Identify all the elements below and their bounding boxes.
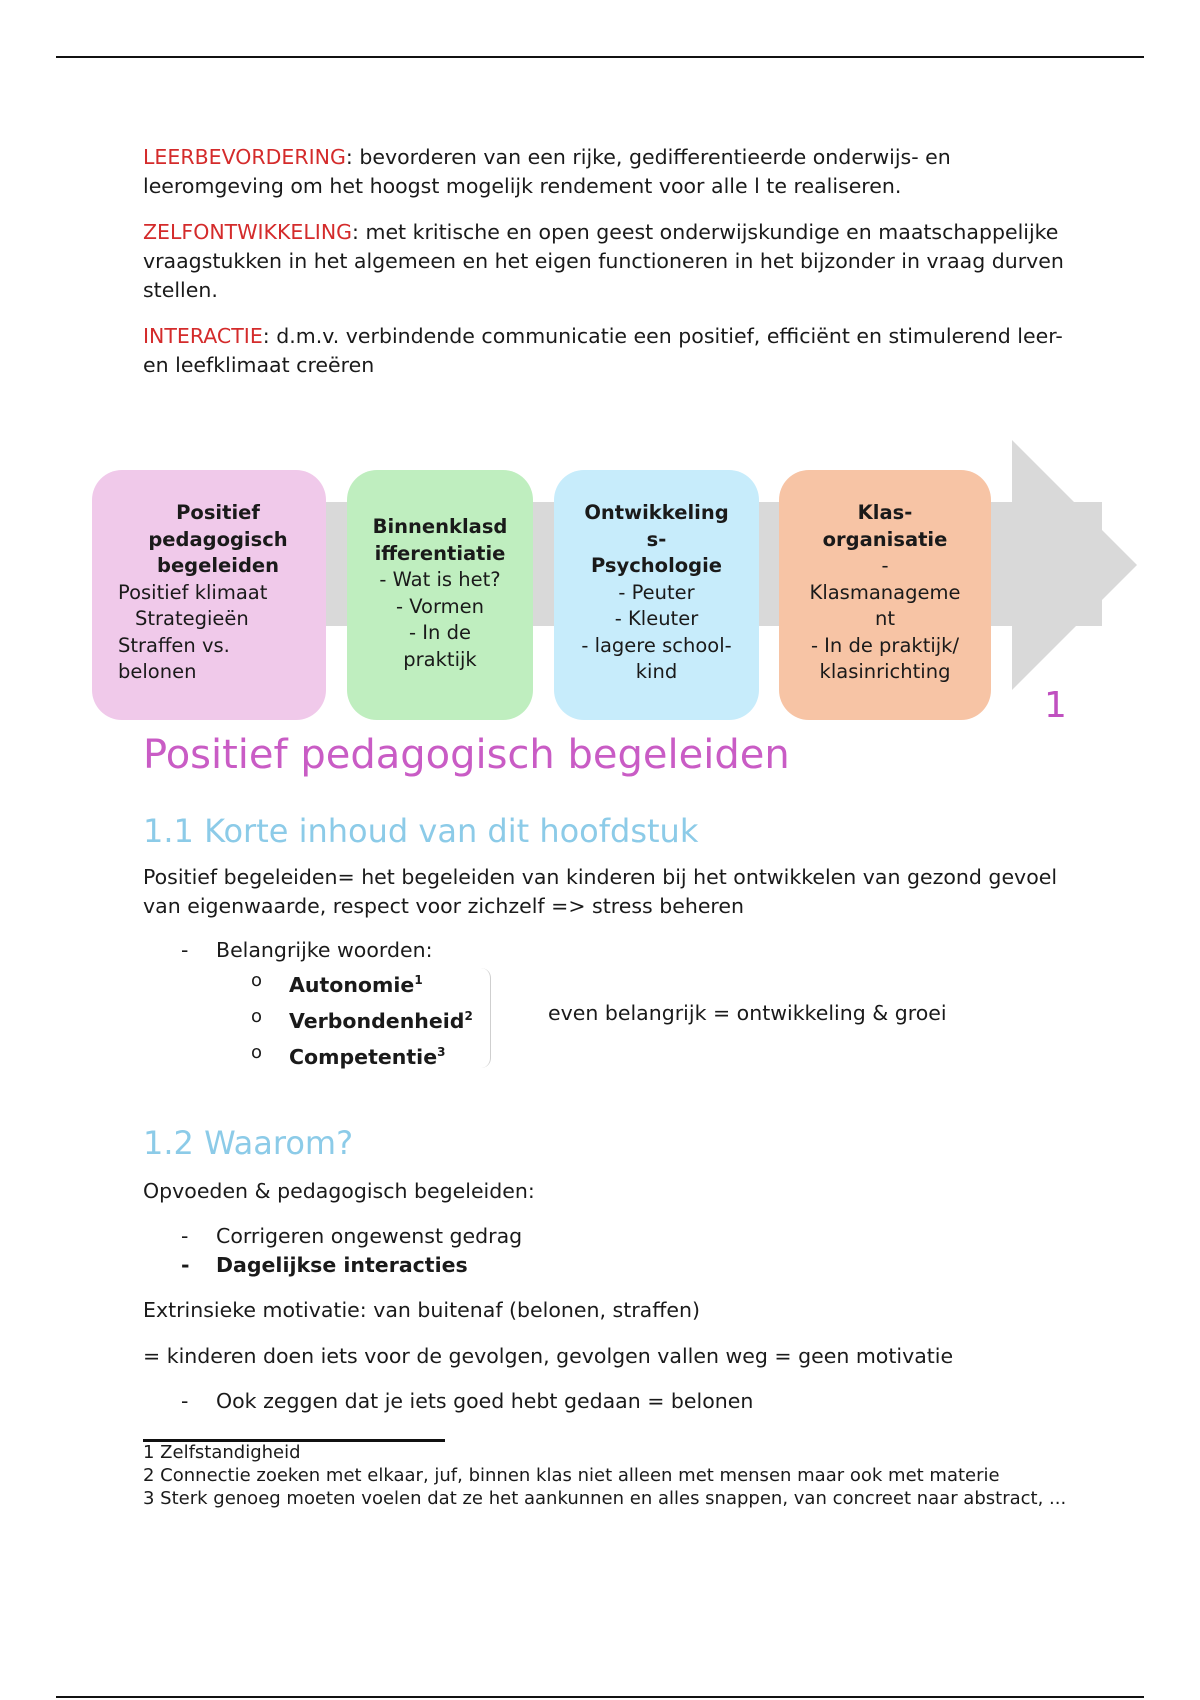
step-box-klasorganisatie bbox=[779, 470, 991, 720]
section-heading-1-1: 1.1 Korte inhoud van dit hoofdstuk bbox=[143, 812, 699, 850]
list-item: - Ook zeggen dat je iets goed hebt gedaan = belonen bbox=[143, 1387, 1073, 1416]
process-diagram bbox=[92, 440, 1142, 725]
section-heading-1-2: 1.2 Waarom? bbox=[143, 1124, 354, 1162]
step-title: Klas- organisatie bbox=[822, 501, 948, 551]
step-items: - Wat is het? - Vormen - In de praktijk bbox=[379, 568, 501, 671]
keyword: ZELFONTWIKKELING bbox=[143, 220, 353, 244]
footnote-1: 1 Zelfstandigheid bbox=[143, 1442, 301, 1463]
step-title: Ontwikkeling s- Psychologie bbox=[584, 501, 729, 577]
step-items: - Peuter - Kleuter - lagere school- kind bbox=[581, 580, 732, 683]
definition-zelfontwikkeling: ZELFONTWIKKELING: met kritische en open geest onderwijskundige en maatschappelijke vraagstukken in het algemeen en het eigen functioneren in het bijzonder in vraag durven stellen. bbox=[143, 220, 1064, 302]
footnote-2: 2 Connectie zoeken met elkaar, juf, binnen klas niet alleen met mensen maar ook met materie bbox=[143, 1465, 1000, 1486]
list-item: - Dagelijkse interacties bbox=[143, 1251, 1073, 1280]
term-autonomie: o Autonomie$^1$ bbox=[251, 970, 423, 997]
arrow-head bbox=[1012, 440, 1137, 690]
consequence-line: = kinderen doen iets voor de gevolgen, gevolgen vallen weg = geen motivatie bbox=[143, 1344, 954, 1368]
term-competentie: o Competentie$^3$ bbox=[251, 1041, 446, 1069]
definition-leerbevordering: LEERBEVORDERING: bevorderen van een rijke, gedifferentieerde onderwijs- en leeromgeving om het hoogst mogelijk rendement voor alle l te realiseren. bbox=[143, 145, 951, 198]
step-title: Binnenklasd ifferentiatie bbox=[372, 515, 508, 565]
section-1-1 bbox=[143, 863, 1073, 1072]
step-items: - Klasmanageme nt - In de praktijk/ klasinrichting bbox=[809, 554, 961, 683]
footnote-3: 3 Sterk genoeg moeten voelen dat ze het aankunnen en alles snappen, van concreet naar abstract, ... bbox=[143, 1488, 1067, 1509]
keyword: INTERACTIE bbox=[143, 324, 263, 348]
step-box-positief-begeleiden bbox=[92, 470, 326, 720]
footer-rule bbox=[56, 1696, 1144, 1698]
chapter-title: Positief pedagogisch begeleiden bbox=[143, 732, 790, 778]
section-intro: Opvoeden & pedagogisch begeleiden: bbox=[143, 1179, 535, 1203]
section-paragraph: Positief begeleiden= het begeleiden van kinderen bij het ontwikkelen van gezond gevoel van eigenwaarde, respect voor zichzelf => stress beheren bbox=[143, 865, 1058, 918]
keyword: LEERBEVORDERING bbox=[143, 145, 346, 169]
step-title: Positief pedagogisch begeleiden bbox=[148, 501, 288, 577]
term-verbondenheid: o Verbondenheid$^2$ bbox=[251, 1005, 473, 1033]
grouping-brace bbox=[478, 968, 491, 1068]
step-items: Positief klimaat Strategieën Straffen vs. belonen bbox=[118, 580, 268, 683]
section-1-2 bbox=[143, 1177, 1073, 1416]
list-item: - Corrigeren ongewenst gedrag bbox=[143, 1222, 1073, 1251]
definition-interactie: INTERACTIE: d.m.v. verbindende communicatie een positief, efficiënt en stimulerend leer- en leefklimaat creëren bbox=[143, 324, 1063, 377]
intro-definitions bbox=[143, 143, 1073, 397]
list-item: - Belangrijke woorden: bbox=[143, 936, 1073, 965]
extrinsic-motivation: Extrinsieke motivatie: van buitenaf (belonen, straffen) bbox=[143, 1298, 700, 1322]
chapter-number: 1 bbox=[1044, 685, 1067, 726]
step-box-binnenklasdifferentiatie bbox=[347, 470, 533, 720]
step-box-ontwikkelingspsychologie bbox=[554, 470, 759, 720]
side-note: even belangrijk = ontwikkeling & groei bbox=[548, 1001, 947, 1025]
header-rule bbox=[56, 56, 1144, 58]
footnotes bbox=[143, 1441, 1073, 1510]
